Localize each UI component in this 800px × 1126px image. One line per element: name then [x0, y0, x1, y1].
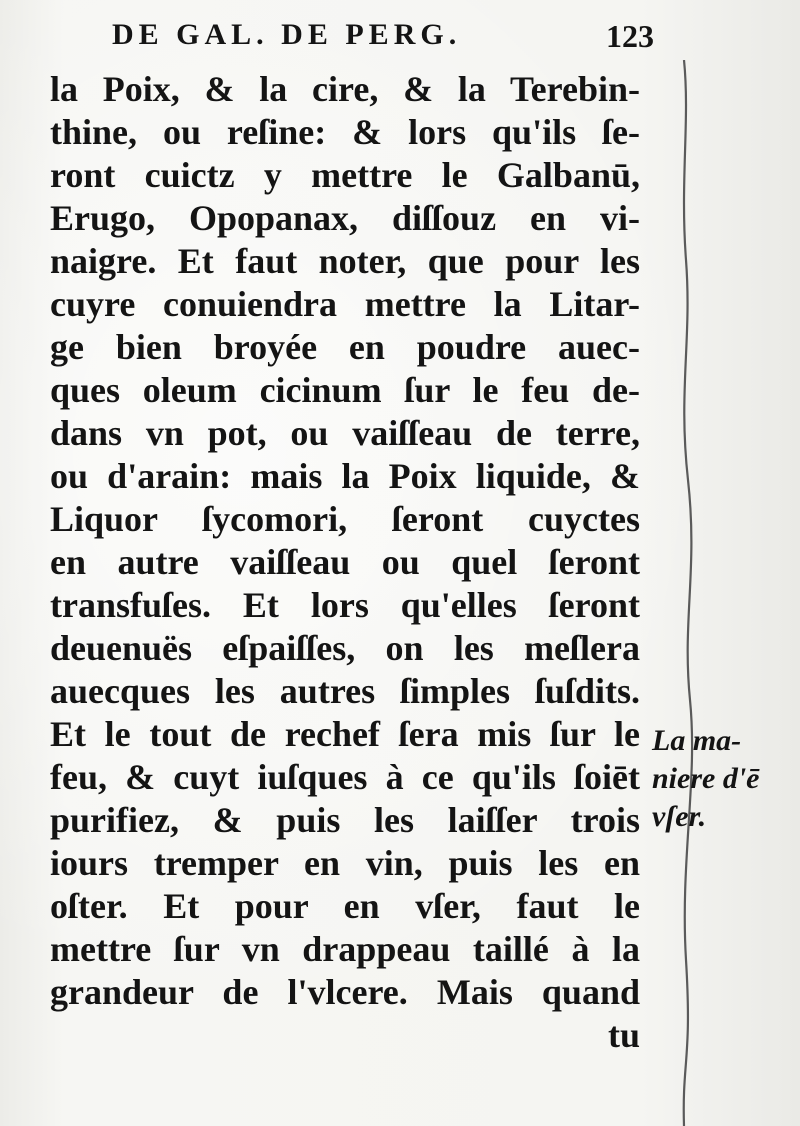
marginal-note-line: La ma-	[652, 724, 742, 757]
text-line: tu	[607, 1015, 640, 1055]
running-title: DE GAL. DE PERG.	[112, 18, 462, 51]
text-line: grandeur de l'vlcere. Mais quand	[50, 972, 640, 1012]
text-line: iours tremper en vin, puis les en	[50, 843, 640, 883]
text-line: transfuſes. Et lors qu'elles ſeront	[50, 585, 640, 625]
text-line: purifiez, & puis les laiſſer trois	[50, 800, 640, 840]
text-line: en autre vaiſſeau ou quel ſeront	[50, 542, 640, 582]
text-line: la Poix, & la cire, & la Terebin-	[50, 69, 640, 109]
text-line: Liquor ſycomori, ſeront cuyctes	[50, 499, 640, 539]
running-head	[112, 18, 672, 58]
text-line: ge bien broyée en poudre auec-	[50, 327, 640, 367]
text-line: feu, & cuyt iuſques à ce qu'ils ſoiēt	[50, 757, 640, 797]
text-line: naigre. Et faut noter, que pour les	[50, 241, 640, 281]
text-line: Et le tout de rechef ſera mis ſur le	[50, 714, 640, 754]
text-line: thine, ou reſine: & lors qu'ils ſe-	[50, 112, 640, 152]
text-line: ques oleum cicinum ſur le feu de-	[50, 370, 640, 410]
text-line: ou d'arain: mais la Poix liquide, &	[50, 456, 640, 496]
text-line: Erugo, Opopanax, diſſouz en vi-	[50, 198, 640, 238]
facing-page-show-through	[706, 0, 800, 1126]
text-line: dans vn pot, ou vaiſſeau de terre,	[50, 413, 640, 453]
marginal-note-line: niere d'ē	[652, 762, 760, 795]
text-line: cuyre conuiendra mettre la Litar-	[50, 284, 640, 324]
marginal-note	[652, 722, 792, 836]
text-line: mettre ſur vn drappeau taillé à la	[50, 929, 640, 969]
text-line: auecques les autres ſimples ſuſdits.	[50, 671, 640, 711]
marginal-note-line: vſer.	[652, 800, 707, 833]
text-line: deuenuës eſpaiſſes, on les meſlera	[50, 628, 640, 668]
text-line: ront cuictz y mettre le Galbanū,	[50, 155, 640, 195]
page-fold-line	[676, 60, 706, 1126]
page-number: 123	[606, 18, 654, 54]
body-text	[50, 68, 640, 1057]
text-line: oſter. Et pour en vſer, faut le	[50, 886, 640, 926]
